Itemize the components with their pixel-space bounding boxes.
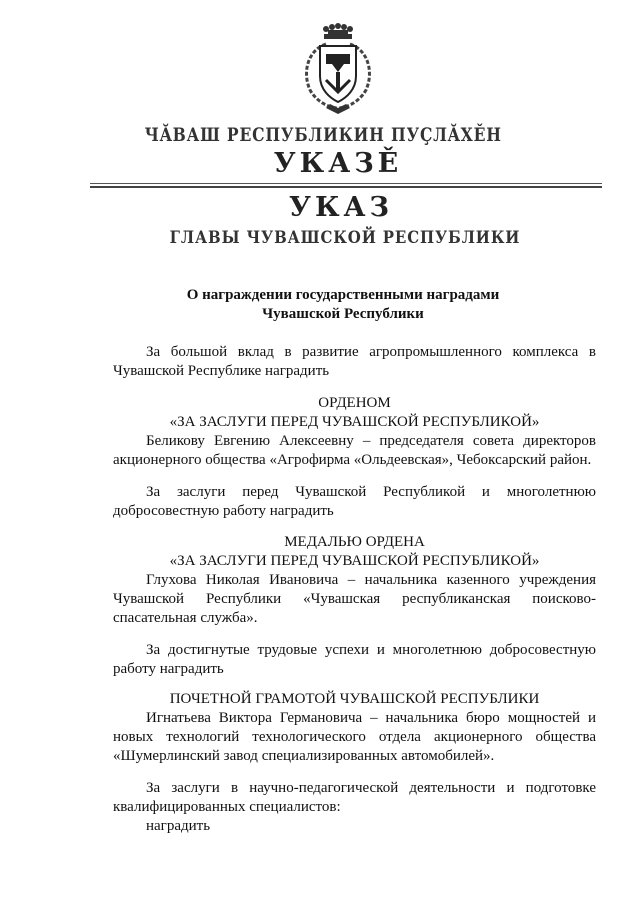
decree-title (90, 286, 596, 324)
award-2-heading-line2: «ЗА ЗАСЛУГИ ПЕРЕД ЧУВАШСКОЙ РЕСПУБЛИКОЙ» (169, 553, 540, 569)
award-2-heading-line1: МЕДАЛЬЮ ОРДЕНА (284, 534, 425, 550)
award-1-heading-line2: «ЗА ЗАСЛУГИ ПЕРЕД ЧУВАШСКОЙ РЕСПУБЛИКОЙ» (169, 414, 540, 430)
awardee-3: Игнатьева Виктора Германовича – начальника бюро мощностей и новых технологий технологического отдела акционерного общества «Шумерлинский завод специализированных автомобилей». (113, 710, 596, 764)
header-russian-title: ГЛАВЫ ЧУВАШСКОЙ РЕСПУБЛИКИ (169, 228, 521, 248)
paragraph-4: За заслуги в научно-педагогической деятельности и подготовке квалифицированных специалистов: (113, 780, 596, 815)
decree-title-line2: Чувашской Республики (262, 306, 424, 322)
decree-title-line1: О награждении государственными наградами (186, 287, 500, 303)
header-divider-thick (90, 186, 602, 188)
award-3-heading: ПОЧЕТНОЙ ГРАМОТОЙ ЧУВАШСКОЙ РЕСПУБЛИКИ (169, 691, 540, 707)
coat-of-arms-emblem (296, 20, 380, 116)
paragraph-1: За большой вклад в развитие агропромышленного комплекса в Чувашской Республике наградить (113, 344, 596, 379)
paragraph-3: За достигнутые трудовые успехи и многолетнюю добросовестную работу наградить (113, 642, 596, 677)
header-russian-ukaz: УКАЗ (289, 192, 393, 223)
award-1-heading-line1: ОРДЕНОМ (318, 395, 391, 411)
header-chuvash-title: ЧĂВАШ РЕСПУБЛИКИН ПУÇЛĂХĚН (144, 124, 502, 146)
header-chuvash-ukaze: УКАЗĚ (273, 148, 403, 179)
header-divider-thin (90, 183, 602, 184)
awardee-1: Беликову Евгению Алексеевну – председателя совета директоров акционерного общества «Агрофирма «Ольдеевская», Чебоксарский район. (113, 433, 596, 468)
paragraph-2: За заслуги перед Чувашской Республикой и многолетнюю добросовестную работу наградить (113, 484, 596, 519)
paragraph-4-tail: наградить (146, 818, 211, 834)
awardee-2: Глухова Николая Ивановича – начальника казенного учреждения Чувашской Республики «Чувашская республиканская поисково-спасательная служба». (113, 572, 596, 626)
